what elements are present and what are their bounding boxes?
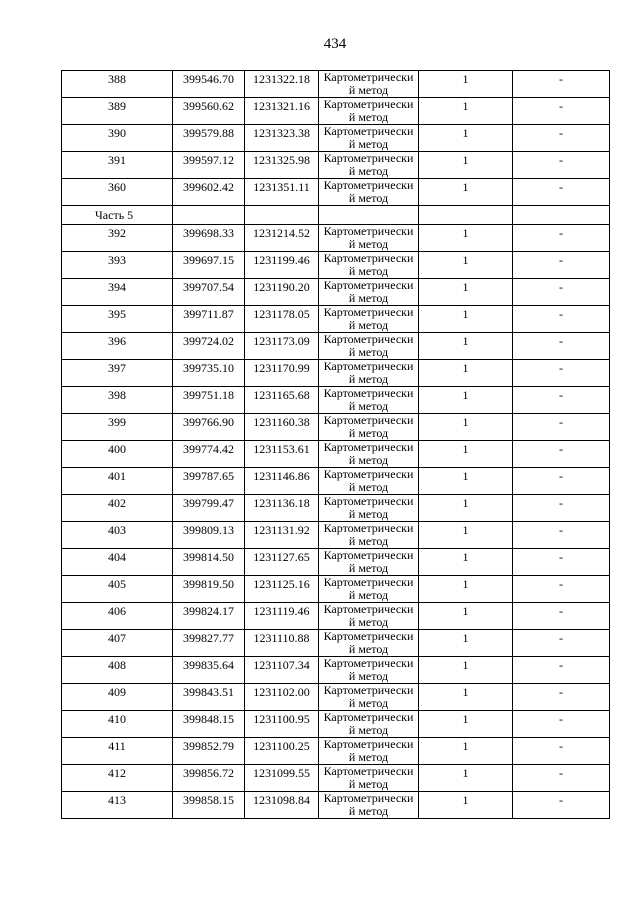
point-number-cell: 395 (62, 306, 173, 333)
y-coordinate-cell: 1231323.38 (245, 125, 319, 152)
y-coordinate-cell: 1231325.98 (245, 152, 319, 179)
accuracy-cell: 1 (419, 306, 513, 333)
note-cell: - (513, 152, 610, 179)
y-coordinate-cell: 1231321.16 (245, 98, 319, 125)
accuracy-cell: 1 (419, 792, 513, 819)
method-cell: Картометрически й метод (319, 306, 419, 333)
point-number-cell: 413 (62, 792, 173, 819)
table-row (62, 414, 610, 441)
note-cell: - (513, 98, 610, 125)
note-cell: - (513, 71, 610, 98)
method-cell: Картометрически й метод (319, 765, 419, 792)
accuracy-cell: 1 (419, 152, 513, 179)
table-row (62, 387, 610, 414)
point-number-cell: 393 (62, 252, 173, 279)
accuracy-cell: 1 (419, 98, 513, 125)
table-row (62, 98, 610, 125)
method-cell: Картометрически й метод (319, 360, 419, 387)
x-coordinate-cell: 399809.13 (173, 522, 245, 549)
table-row (62, 765, 610, 792)
section-row (62, 206, 610, 225)
y-coordinate-cell: 1231160.38 (245, 414, 319, 441)
point-number-cell: 402 (62, 495, 173, 522)
y-coordinate-cell: 1231100.25 (245, 738, 319, 765)
note-cell: - (513, 387, 610, 414)
note-cell: - (513, 125, 610, 152)
method-cell: Картометрически й метод (319, 684, 419, 711)
table-row (62, 657, 610, 684)
table-row (62, 279, 610, 306)
x-coordinate-cell: 399597.12 (173, 152, 245, 179)
point-number-cell: 392 (62, 225, 173, 252)
note-cell: - (513, 468, 610, 495)
method-cell: Картометрически й метод (319, 125, 419, 152)
method-cell: Картометрически й метод (319, 711, 419, 738)
x-coordinate-cell: 399724.02 (173, 333, 245, 360)
y-coordinate-cell: 1231322.18 (245, 71, 319, 98)
table-row (62, 549, 610, 576)
x-coordinate-cell: 399819.50 (173, 576, 245, 603)
accuracy-cell: 1 (419, 252, 513, 279)
point-number-cell: 389 (62, 98, 173, 125)
x-coordinate-cell: 399858.15 (173, 792, 245, 819)
x-coordinate-cell: 399735.10 (173, 360, 245, 387)
method-cell: Картометрически й метод (319, 792, 419, 819)
table-row (62, 468, 610, 495)
table-row (62, 495, 610, 522)
method-cell: Картометрически й метод (319, 468, 419, 495)
table-row (62, 333, 610, 360)
point-number-cell: 394 (62, 279, 173, 306)
table-row (62, 179, 610, 206)
y-coordinate-cell: 1231099.55 (245, 765, 319, 792)
table-row (62, 603, 610, 630)
table-row (62, 630, 610, 657)
x-coordinate-cell: 399835.64 (173, 657, 245, 684)
x-coordinate-cell: 399824.17 (173, 603, 245, 630)
accuracy-cell: 1 (419, 71, 513, 98)
method-cell: Картометрически й метод (319, 152, 419, 179)
empty-cell (513, 206, 610, 225)
table-row (62, 522, 610, 549)
method-cell: Картометрически й метод (319, 522, 419, 549)
point-number-cell: 398 (62, 387, 173, 414)
x-coordinate-cell: 399707.54 (173, 279, 245, 306)
note-cell: - (513, 179, 610, 206)
y-coordinate-cell: 1231119.46 (245, 603, 319, 630)
table-row (62, 125, 610, 152)
point-number-cell: 391 (62, 152, 173, 179)
table-row (62, 152, 610, 179)
point-number-cell: 407 (62, 630, 173, 657)
accuracy-cell: 1 (419, 225, 513, 252)
table-row (62, 711, 610, 738)
accuracy-cell: 1 (419, 441, 513, 468)
accuracy-cell: 1 (419, 125, 513, 152)
note-cell: - (513, 684, 610, 711)
x-coordinate-cell: 399602.42 (173, 179, 245, 206)
point-number-cell: 409 (62, 684, 173, 711)
y-coordinate-cell: 1231131.92 (245, 522, 319, 549)
coordinates-table (61, 70, 610, 819)
point-number-cell: 412 (62, 765, 173, 792)
table-row (62, 360, 610, 387)
y-coordinate-cell: 1231110.88 (245, 630, 319, 657)
x-coordinate-cell: 399697.15 (173, 252, 245, 279)
table-row (62, 306, 610, 333)
method-cell: Картометрически й метод (319, 414, 419, 441)
y-coordinate-cell: 1231100.95 (245, 711, 319, 738)
accuracy-cell: 1 (419, 387, 513, 414)
point-number-cell: 411 (62, 738, 173, 765)
y-coordinate-cell: 1231107.34 (245, 657, 319, 684)
point-number-cell: 404 (62, 549, 173, 576)
note-cell: - (513, 360, 610, 387)
y-coordinate-cell: 1231178.05 (245, 306, 319, 333)
accuracy-cell: 1 (419, 549, 513, 576)
note-cell: - (513, 414, 610, 441)
accuracy-cell: 1 (419, 179, 513, 206)
accuracy-cell: 1 (419, 738, 513, 765)
y-coordinate-cell: 1231153.61 (245, 441, 319, 468)
point-number-cell: 410 (62, 711, 173, 738)
x-coordinate-cell: 399843.51 (173, 684, 245, 711)
page-number: 434 (323, 36, 347, 52)
note-cell: - (513, 549, 610, 576)
y-coordinate-cell: 1231170.99 (245, 360, 319, 387)
accuracy-cell: 1 (419, 522, 513, 549)
method-cell: Картометрически й метод (319, 333, 419, 360)
method-cell: Картометрически й метод (319, 279, 419, 306)
accuracy-cell: 1 (419, 657, 513, 684)
note-cell: - (513, 765, 610, 792)
method-cell: Картометрически й метод (319, 630, 419, 657)
x-coordinate-cell: 399814.50 (173, 549, 245, 576)
empty-cell (173, 206, 245, 225)
x-coordinate-cell: 399751.18 (173, 387, 245, 414)
x-coordinate-cell: 399698.33 (173, 225, 245, 252)
method-cell: Картометрически й метод (319, 603, 419, 630)
method-cell: Картометрически й метод (319, 387, 419, 414)
point-number-cell: 405 (62, 576, 173, 603)
y-coordinate-cell: 1231173.09 (245, 333, 319, 360)
x-coordinate-cell: 399546.70 (173, 71, 245, 98)
x-coordinate-cell: 399774.42 (173, 441, 245, 468)
table-row (62, 71, 610, 98)
method-cell: Картометрически й метод (319, 225, 419, 252)
method-cell: Картометрически й метод (319, 549, 419, 576)
x-coordinate-cell: 399827.77 (173, 630, 245, 657)
point-number-cell: 400 (62, 441, 173, 468)
section-label: Часть 5 (62, 206, 173, 225)
y-coordinate-cell: 1231102.00 (245, 684, 319, 711)
table-row (62, 225, 610, 252)
table-row (62, 738, 610, 765)
method-cell: Картометрически й метод (319, 495, 419, 522)
note-cell: - (513, 522, 610, 549)
note-cell: - (513, 657, 610, 684)
empty-cell (319, 206, 419, 225)
point-number-cell: 401 (62, 468, 173, 495)
x-coordinate-cell: 399766.90 (173, 414, 245, 441)
coordinates-table-body (62, 71, 610, 819)
method-cell: Картометрически й метод (319, 252, 419, 279)
method-cell: Картометрически й метод (319, 657, 419, 684)
note-cell: - (513, 711, 610, 738)
accuracy-cell: 1 (419, 684, 513, 711)
y-coordinate-cell: 1231136.18 (245, 495, 319, 522)
accuracy-cell: 1 (419, 360, 513, 387)
y-coordinate-cell: 1231214.52 (245, 225, 319, 252)
accuracy-cell: 1 (419, 468, 513, 495)
empty-cell (245, 206, 319, 225)
x-coordinate-cell: 399787.65 (173, 468, 245, 495)
point-number-cell: 397 (62, 360, 173, 387)
accuracy-cell: 1 (419, 603, 513, 630)
x-coordinate-cell: 399711.87 (173, 306, 245, 333)
x-coordinate-cell: 399579.88 (173, 125, 245, 152)
accuracy-cell: 1 (419, 414, 513, 441)
x-coordinate-cell: 399799.47 (173, 495, 245, 522)
table-row (62, 441, 610, 468)
note-cell: - (513, 306, 610, 333)
y-coordinate-cell: 1231190.20 (245, 279, 319, 306)
table-row (62, 576, 610, 603)
point-number-cell: 403 (62, 522, 173, 549)
method-cell: Картометрически й метод (319, 738, 419, 765)
point-number-cell: 408 (62, 657, 173, 684)
method-cell: Картометрически й метод (319, 576, 419, 603)
note-cell: - (513, 630, 610, 657)
y-coordinate-cell: 1231146.86 (245, 468, 319, 495)
note-cell: - (513, 603, 610, 630)
point-number-cell: 390 (62, 125, 173, 152)
empty-cell (419, 206, 513, 225)
y-coordinate-cell: 1231127.65 (245, 549, 319, 576)
x-coordinate-cell: 399856.72 (173, 765, 245, 792)
note-cell: - (513, 792, 610, 819)
y-coordinate-cell: 1231098.84 (245, 792, 319, 819)
table-row (62, 684, 610, 711)
note-cell: - (513, 225, 610, 252)
accuracy-cell: 1 (419, 333, 513, 360)
accuracy-cell: 1 (419, 630, 513, 657)
y-coordinate-cell: 1231351.11 (245, 179, 319, 206)
accuracy-cell: 1 (419, 279, 513, 306)
method-cell: Картометрически й метод (319, 179, 419, 206)
x-coordinate-cell: 399852.79 (173, 738, 245, 765)
note-cell: - (513, 738, 610, 765)
x-coordinate-cell: 399848.15 (173, 711, 245, 738)
point-number-cell: 399 (62, 414, 173, 441)
y-coordinate-cell: 1231125.16 (245, 576, 319, 603)
method-cell: Картометрически й метод (319, 71, 419, 98)
table-row (62, 792, 610, 819)
note-cell: - (513, 279, 610, 306)
y-coordinate-cell: 1231165.68 (245, 387, 319, 414)
accuracy-cell: 1 (419, 711, 513, 738)
accuracy-cell: 1 (419, 765, 513, 792)
point-number-cell: 360 (62, 179, 173, 206)
note-cell: - (513, 495, 610, 522)
x-coordinate-cell: 399560.62 (173, 98, 245, 125)
accuracy-cell: 1 (419, 576, 513, 603)
table-row (62, 252, 610, 279)
accuracy-cell: 1 (419, 495, 513, 522)
note-cell: - (513, 333, 610, 360)
method-cell: Картометрически й метод (319, 441, 419, 468)
note-cell: - (513, 576, 610, 603)
point-number-cell: 396 (62, 333, 173, 360)
point-number-cell: 388 (62, 71, 173, 98)
y-coordinate-cell: 1231199.46 (245, 252, 319, 279)
note-cell: - (513, 252, 610, 279)
point-number-cell: 406 (62, 603, 173, 630)
method-cell: Картометрически й метод (319, 98, 419, 125)
note-cell: - (513, 441, 610, 468)
